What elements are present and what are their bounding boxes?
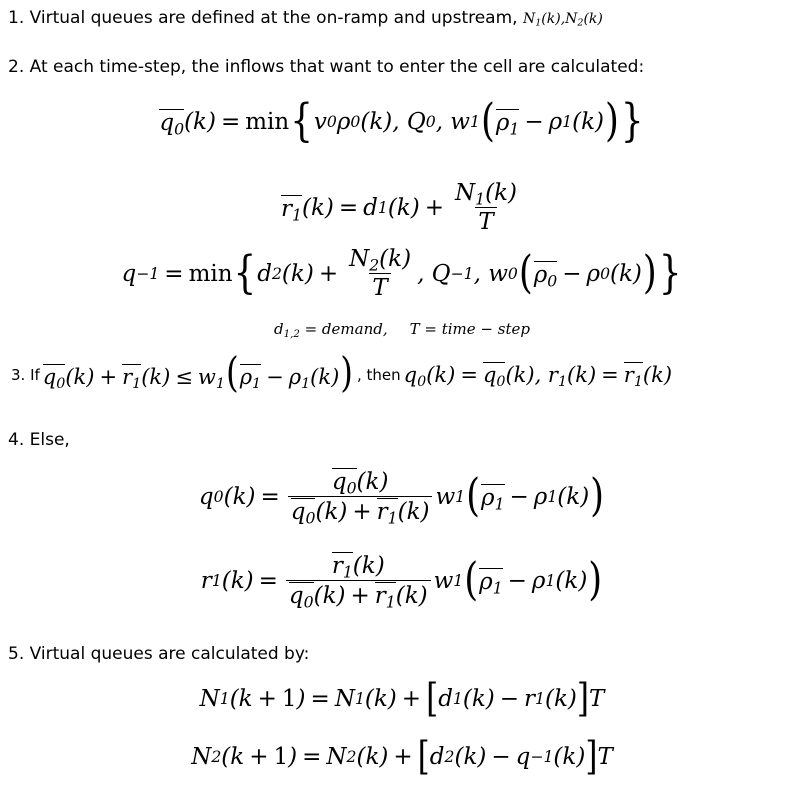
step-3-condition: $q_0(k) + r_1(k) \le w_1(\rho_1 - \rho_1(k))$ <box>42 349 353 397</box>
definitions-note: $d_{1,2}$ = demand, T = time − step <box>274 320 530 340</box>
step-1 <box>8 8 603 28</box>
step-2-text: 2. At each time-step, the inflows that want to enter the cell are calculated: <box>8 57 645 77</box>
step-3-prefix: 3. If <box>11 365 40 384</box>
equation-q0-else: q 0 (k) = $\frac{q_0(k)}{q_0(k) + r_1(k)}$ w 1 ( $\rho_1$ − ρ 1 (k) ) <box>198 469 605 528</box>
step-3 <box>8 349 673 397</box>
equation-r1-else: r 1 (k) = $\frac{r_1(k)}{q_0(k) + r_1(k)}$ w 1 ( $\rho_1$ − ρ 1 (k) ) <box>200 553 603 612</box>
step-4-text: 4. Else, <box>8 430 70 450</box>
step-1-queues: $N_1(k),N_2(k)$ <box>522 11 603 29</box>
step-2 <box>8 57 644 77</box>
step-1-text: 1. Virtual queues are defined at the on-ramp and upstream, <box>8 8 518 28</box>
step-4 <box>8 430 70 450</box>
equation-q-minus-1: q −1 = min { d 2 (k) + $\frac{N_2(k)}{T}$ , Q −1 , w 0 ( $\rho_0$ − ρ 0 (k) ) } <box>121 246 682 302</box>
equation-q0-bar: $q_0$ (k) = min { v 0 ρ 0 (k), Q 0 , w 1 ( $\rho_1$ − ρ 1 (k) ) } <box>159 95 644 147</box>
equation-n2-update: N 2 (k + 1 ) = N 2 (k) + [ d 2 (k) − q −1 (k) ] T <box>191 733 613 779</box>
equation-n1-update: N 1 (k + 1 ) = N 1 (k) + [ d 1 (k) − r 1 (k) ] T <box>199 675 605 721</box>
equation-r1-bar: $r_1$ (k) = d 1 (k) + $\frac{N_1(k)}{T}$ <box>281 180 517 236</box>
step-5 <box>8 644 309 664</box>
step-3-mid: , then <box>357 365 401 384</box>
step-3-result: $q_0(k) = q_0(k)$, $r_1(k) = r_1(k)$ <box>403 363 673 390</box>
step-5-text: 5. Virtual queues are calculated by: <box>8 644 310 664</box>
